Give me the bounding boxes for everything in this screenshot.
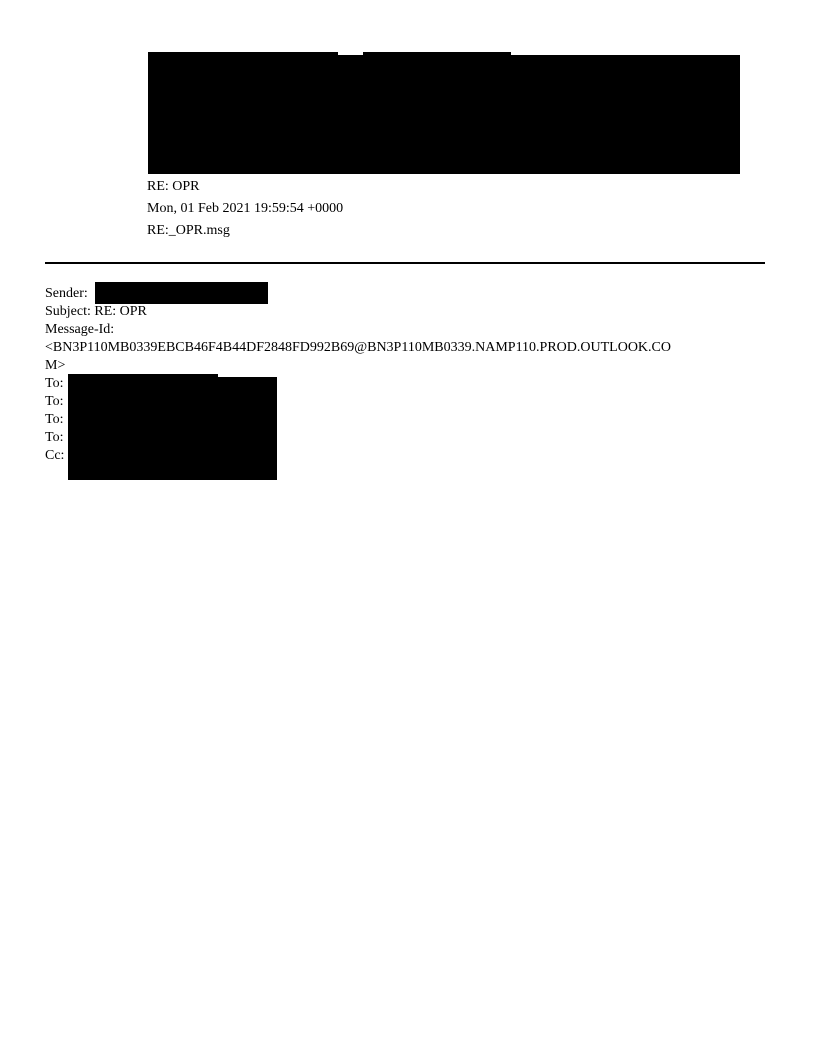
recipient-line: To: [45,412,64,427]
message-id-value-line1: <BN3P110MB0339EBCB46F4B44DF2848FD992B69@BN3P110MB0339.NAMP110.PROD.OUTLOOK.CO [45,340,671,355]
recipients-redaction-block [68,377,277,480]
subject-value: RE: OPR [147,179,200,194]
embedded-subject-line: Subject: RE: OPR [45,304,147,319]
sender-redaction [95,282,268,304]
header-redaction-tab [363,52,511,56]
recipient-line: To: [45,430,64,445]
sender-line [45,286,88,302]
section-divider [45,262,765,264]
header-redaction-tab-left [148,52,338,56]
recipients-redaction-tab [68,374,218,378]
header-redaction-block [148,55,740,174]
embedded-value: RE:_OPR.msg [147,223,230,238]
recipient-line: To: [45,376,64,391]
recipient-line: To: [45,394,64,409]
date-value: Mon, 01 Feb 2021 19:59:54 +0000 [147,201,344,216]
message-id-label: Message-Id: [45,322,115,337]
cc-recipient-line: Cc: [45,448,65,463]
message-id-value-line2: M> [45,358,66,373]
sender-label: Sender: [45,286,88,301]
